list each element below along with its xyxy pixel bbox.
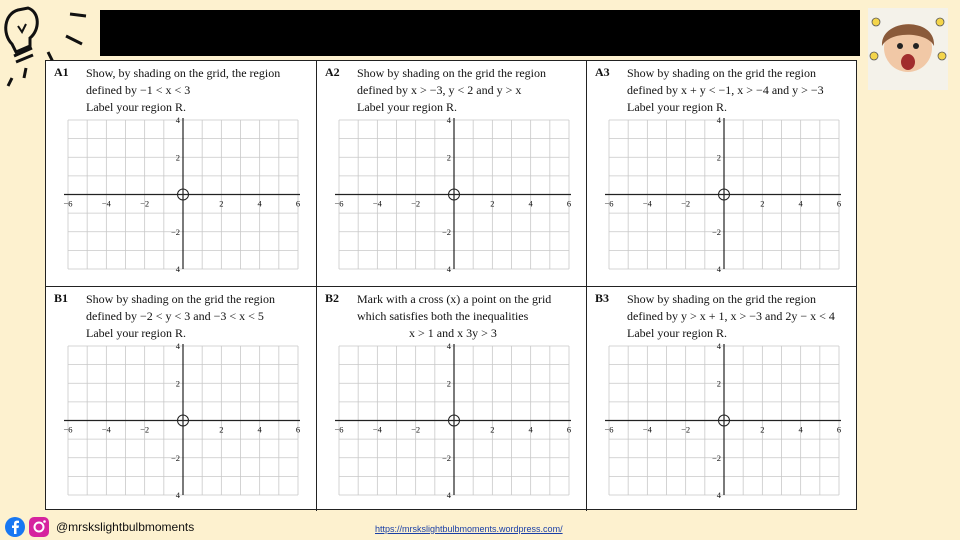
x-tick-label: −4 bbox=[372, 424, 382, 435]
y-tick-label: −2 bbox=[711, 452, 721, 463]
x-tick-label: 6 bbox=[566, 198, 572, 209]
y-tick-label: 4 bbox=[175, 343, 180, 351]
x-tick-label: −2 bbox=[681, 424, 691, 435]
y-tick-label: 4 bbox=[446, 490, 451, 500]
y-tick-label: 4 bbox=[716, 264, 721, 274]
question-text bbox=[86, 65, 312, 116]
coordinate-grid[interactable] bbox=[329, 343, 575, 508]
y-tick-label: −2 bbox=[441, 452, 451, 463]
x-tick-label: −4 bbox=[101, 424, 111, 435]
x-tick-label: −2 bbox=[411, 198, 421, 209]
x-tick-label: 4 bbox=[257, 424, 262, 435]
x-tick-label: −2 bbox=[140, 424, 150, 435]
x-tick-label: 2 bbox=[490, 198, 495, 209]
y-tick-label: 2 bbox=[175, 378, 180, 389]
x-tick-label: −4 bbox=[642, 424, 652, 435]
social-handle: @mrskslightbulbmoments bbox=[56, 520, 195, 534]
x-tick-label: 2 bbox=[490, 424, 495, 435]
question-id: A3 bbox=[595, 65, 610, 79]
x-tick-label: 4 bbox=[257, 198, 262, 209]
x-tick-label: 2 bbox=[760, 198, 765, 209]
y-tick-label: −2 bbox=[441, 226, 451, 237]
title-bar bbox=[100, 10, 860, 56]
question-line: which satisfies both the inequalities bbox=[357, 309, 529, 323]
x-tick-label: 4 bbox=[528, 424, 533, 435]
question-text bbox=[357, 65, 583, 116]
question-cell-a3 bbox=[586, 61, 856, 286]
question-line: Show by shading on the grid the region bbox=[627, 66, 816, 80]
y-tick-label: 4 bbox=[446, 343, 451, 351]
question-id: B1 bbox=[54, 291, 69, 305]
x-tick-label: −2 bbox=[681, 198, 691, 209]
coordinate-grid[interactable] bbox=[58, 343, 304, 508]
x-tick-label: 6 bbox=[836, 424, 842, 435]
question-line: defined by x > −3, y < 2 and y > x bbox=[357, 83, 522, 97]
question-line: Label your region R. bbox=[86, 326, 186, 340]
coordinate-grid[interactable] bbox=[599, 343, 845, 508]
question-line: x > 1 and x 3y > 3 bbox=[409, 326, 497, 340]
x-tick-label: 4 bbox=[798, 198, 803, 209]
instagram-icon[interactable] bbox=[29, 517, 49, 537]
x-tick-label: 6 bbox=[566, 424, 572, 435]
x-tick-label: 2 bbox=[219, 424, 224, 435]
question-line: defined by −1 < x < 3 bbox=[86, 83, 191, 97]
question-id: B2 bbox=[325, 291, 340, 305]
question-line: Label your region R. bbox=[357, 100, 457, 114]
x-tick-label: −4 bbox=[101, 198, 111, 209]
question-line: Show, by shading on the grid, the region bbox=[86, 66, 281, 80]
question-id: B3 bbox=[595, 291, 610, 305]
x-tick-label: −6 bbox=[334, 424, 344, 435]
y-tick-label: −2 bbox=[170, 452, 180, 463]
y-tick-label: −2 bbox=[711, 226, 721, 237]
question-cell-b2 bbox=[316, 286, 586, 511]
question-cell-b3 bbox=[586, 286, 856, 511]
question-text bbox=[627, 65, 853, 116]
question-line: Label your region R. bbox=[627, 100, 727, 114]
coordinate-grid[interactable] bbox=[329, 117, 575, 282]
y-tick-label: 2 bbox=[716, 152, 721, 163]
y-tick-label: 2 bbox=[175, 152, 180, 163]
question-id: A1 bbox=[54, 65, 69, 79]
y-tick-label: 4 bbox=[446, 117, 451, 125]
question-text bbox=[627, 291, 853, 342]
question-line: Show by shading on the grid the region bbox=[357, 66, 546, 80]
worksheet bbox=[45, 60, 857, 510]
question-line: defined by −2 < y < 3 and −3 < x < 5 bbox=[86, 309, 264, 323]
y-tick-label: 4 bbox=[716, 343, 721, 351]
x-tick-label: −2 bbox=[411, 424, 421, 435]
x-tick-label: −6 bbox=[63, 198, 73, 209]
x-tick-label: 4 bbox=[528, 198, 533, 209]
x-tick-label: 6 bbox=[295, 424, 301, 435]
x-tick-label: −6 bbox=[334, 198, 344, 209]
y-tick-label: 2 bbox=[446, 152, 451, 163]
x-tick-label: 2 bbox=[219, 198, 224, 209]
x-tick-label: −4 bbox=[642, 198, 652, 209]
y-tick-label: −2 bbox=[170, 226, 180, 237]
question-line: Mark with a cross (x) a point on the grid bbox=[357, 292, 552, 306]
coordinate-grid[interactable] bbox=[599, 117, 845, 282]
x-tick-label: 2 bbox=[760, 424, 765, 435]
y-tick-label: 4 bbox=[175, 117, 180, 125]
facebook-icon[interactable] bbox=[5, 517, 25, 537]
y-tick-label: 4 bbox=[716, 117, 721, 125]
coordinate-grid[interactable] bbox=[58, 117, 304, 282]
question-id: A2 bbox=[325, 65, 340, 79]
y-tick-label: 4 bbox=[716, 490, 721, 500]
question-cell-a1 bbox=[46, 61, 316, 286]
x-tick-label: 6 bbox=[836, 198, 842, 209]
question-cell-b1 bbox=[46, 286, 316, 511]
question-text bbox=[357, 291, 583, 342]
x-tick-label: −4 bbox=[372, 198, 382, 209]
question-line: defined by y > x + 1, x > −3 and 2y − x < 4 bbox=[627, 309, 835, 323]
x-tick-label: −6 bbox=[604, 198, 614, 209]
y-tick-label: 2 bbox=[716, 378, 721, 389]
x-tick-label: −6 bbox=[63, 424, 73, 435]
y-tick-label: 4 bbox=[446, 264, 451, 274]
x-tick-label: −6 bbox=[604, 424, 614, 435]
presenter-photo bbox=[868, 8, 948, 90]
question-line: Show by shading on the grid the region bbox=[86, 292, 275, 306]
x-tick-label: −2 bbox=[140, 198, 150, 209]
blog-link[interactable]: https://mrskslightbulbmoments.wordpress.com/ bbox=[375, 524, 563, 534]
y-tick-label: 4 bbox=[175, 490, 180, 500]
question-cell-a2 bbox=[316, 61, 586, 286]
x-tick-label: 4 bbox=[798, 424, 803, 435]
x-tick-label: 6 bbox=[295, 198, 301, 209]
y-tick-label: 4 bbox=[175, 264, 180, 274]
question-line: Label your region R. bbox=[627, 326, 727, 340]
question-line: Label your region R. bbox=[86, 100, 186, 114]
question-line: Show by shading on the grid the region bbox=[627, 292, 816, 306]
social-icons bbox=[4, 516, 50, 538]
y-tick-label: 2 bbox=[446, 378, 451, 389]
question-text bbox=[86, 291, 312, 342]
question-line: defined by x + y < −1, x > −4 and y > −3 bbox=[627, 83, 824, 97]
